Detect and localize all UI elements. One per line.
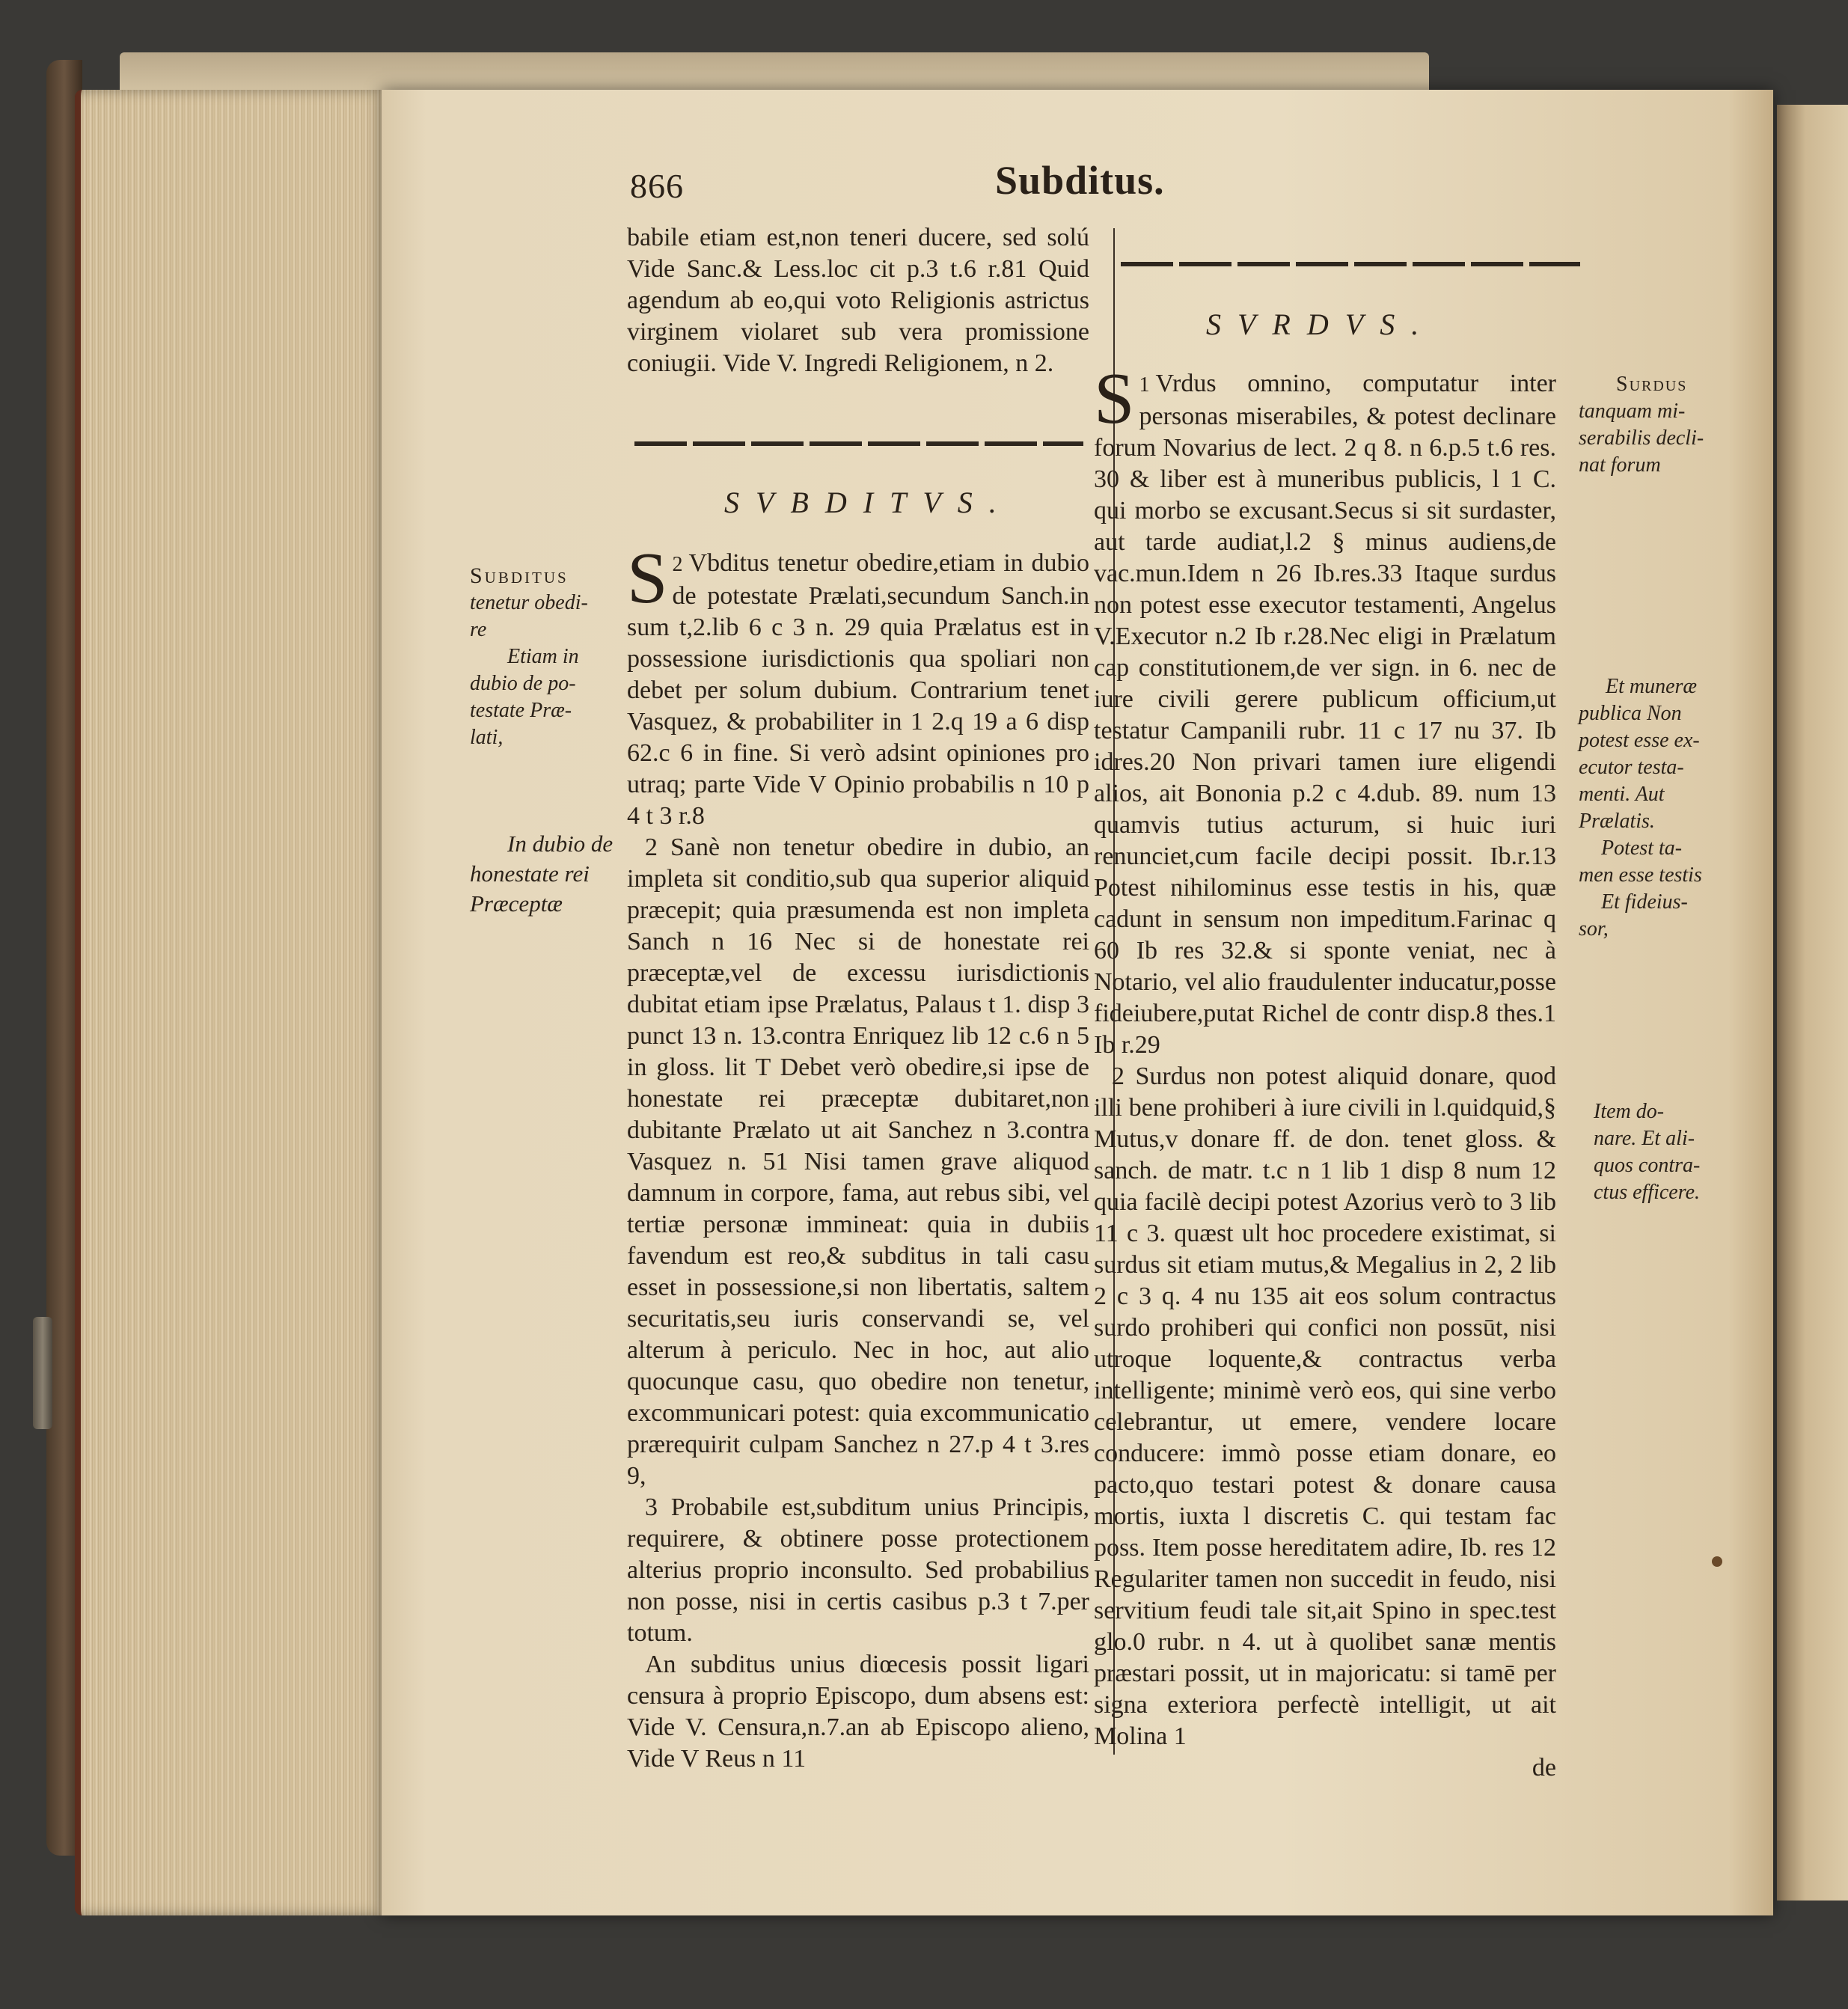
subditus-para-2: 2 Sanè non tenetur obedire in dubio, an impleta sit conditio,sub qua superior aliquid præcepit; quia præsumenda est non impleta Sanch n 16 Nec si de honestate rei præceptæ,vel de excessu iurisdictionis dubitat etiam ipse Prælatus, Palaus t 1. disp 3 punct 13 n. 13.contra Enriquez lib 12 c.6 n 5 in gloss. lit T Debet verò obedire,si ipse de honestate rei præceptæ dubitaret,non dubitante Prælato ut ait Sanchez n 3.contra Vasquez n. 51 Nisi tamen grave aliquod damnum in corpore, fama, aut rebus sibi, vel tertiæ personæ immineat: quia in dubiis favendum est reo,& subditus in tali casu esset in possessione,si non libertatis, saltem securitatis,seu iuris conservandi se, vel alterum à periculo. Nec in hoc, aut alio quocunque casu, quo obedire non tenetur, excommunicari potest: quia excommunicatio prærequirit culpam Sanchez n 27.p 4 t 3.res 9,	[627, 834, 1089, 1490]
margin-note-line: In dubio de	[507, 831, 614, 857]
facing-page-edge	[1777, 105, 1848, 1901]
margin-note-line: lati,	[470, 726, 504, 749]
drop-cap: S	[1094, 358, 1135, 439]
para-text: Vrdus omnino, computatur inter personas miserabiles, & potest declinare forum Novarius de lect. 2 q 8. n 6.p.5 t.6 res. 30 & liber est à muneribus publicis, l 1 C. qui morbo se excusant.Secus si sit surdaster, aut tarde audiat,l.2 § minus audiens,de vac.mun.Idem n 26 Ib.res.33 Itaque surdus non potest esse executor testamenti, Angelus V.Executor n.2 Ib r.28.Nec eligi in Prælatum cap constitutionem,de ver sign. in 6. nec de iure civili gerere publicum officium,ut testatur Campanili rubr. 11 c 17 nu 37. Ib idres.20 Non privari tamen iure eligendi alios, ait Bononia p.2 c 4.dub. 89. num 13 quamvis tutius acturum, si huic iuri renunciet,cum facile decipi possit. Ib.r.13 Potest nihilominus esse testis in his, quæ cadunt in sensum non impeditum.Farinac q 60 Ib res 32.& si sponte veniat, nec à Notario, vel alio fraudulenter inducatur,posse fideiubere,putat Richel de contr disp.8 thes.1 Ib r.29	[1094, 370, 1556, 1059]
margin-note-line: testate Præ-	[470, 699, 572, 722]
margin-note-donare	[1594, 1098, 1743, 1206]
ink-stain	[1712, 1556, 1722, 1567]
subditus-para-1	[627, 538, 1089, 832]
margin-note-line: nare. Et ali-	[1594, 1127, 1695, 1150]
margin-note-heading: Surdus	[1616, 373, 1688, 396]
margin-note-line: Et muneræ	[1606, 675, 1698, 698]
margin-note-line: Et fideius-	[1601, 890, 1688, 914]
margin-note-line: serabilis decli-	[1579, 426, 1704, 450]
margin-note-line: Præceptæ	[470, 890, 563, 917]
book-clasp	[33, 1317, 52, 1429]
margin-note-subditus	[470, 563, 627, 751]
left-column-continuation	[627, 222, 1089, 379]
margin-note-line: ecutor testa-	[1579, 756, 1684, 779]
right-column-body	[1094, 358, 1556, 1784]
margin-note-line: Prælatis.	[1579, 810, 1655, 833]
margin-note-heading: Subditus	[470, 563, 569, 588]
subditus-para-3: 3 Probabile est,subditum unius Principis, requirere, & obtinere posse protectionem alterius proprio inconsulto. Sed probabilius non posse, nisi in certis casibus p.3 t 7.per totum.	[627, 1493, 1089, 1647]
margin-note-line: publica Non	[1579, 702, 1682, 725]
para-number: 1	[1139, 373, 1150, 397]
margin-note-line: Item do-	[1594, 1100, 1665, 1123]
surdus-para-2: 2 Surdus non potest aliquid donare, quod illi bene prohiberi à iure civili in l.quidquid,§ Mutus,v donare ff. de don. tenet gloss. & sanch. de matr. t.c n 1 lib 1 disp 8 num 12 quia facilè decipi potest Azorius verò to 3 lib 11 c 3. quæst ult hoc procedere existimat, si surdus sit etiam mutus,& Megalius in 2, 2 lib 2 c 3 q. 4 nu 135 ait eos solum contractus surdo prohiberi qui confici non possūt, nisi utroque loquente,& contractus verba intelligente; minimè verò eos, qui sine verbo celebrantur, ut emere, vendere locare conducere: immò posse etiam donare, eo pacto,quo testari potest & donare causa mortis, iuxta l discretis C. qui testam fac poss. Item posse hereditatem adire, Ib. res 12 Regulariter tamen non succedit in feudo, nisi servitium feudi tale sit,ait Spino in spec.test glo.0 rubr. n 4. ut à quolibet sanæ mentis præstari possit, ut in majoricatu: si tamē per signa exteriora perfectè intelligit, ut ait Molina 1	[1094, 1062, 1556, 1750]
section-rule-right	[1121, 262, 1580, 266]
para-text: Vbditus tenetur obedire,etiam in dubio de potestate Prælati,secundum Sanch.in sum t,2.lib 6 c 3 n. 29 quia Prælatus est in possessione iurisdictionis qua spoliari non debet per solum dubium. Contrarium tenet Vasquez, & probabiliter in 1 2.q 19 a 6 disp 62.c 6 in fine. Si verò adsint opiniones pro utraq; parte Vide V Opinio probabilis n 10 p 4 t 3 r.8	[627, 549, 1089, 830]
continuation-text: babile etiam est,non teneri ducere, sed solú Vide Sanc.& Less.loc cit p.3 t.6 r.81 Quid agendum ab eo,qui voto Religionis astrictus virginem violaret sub vera promissione coniugii. Vide V. Ingredi Religionem, n 2.	[627, 224, 1089, 377]
running-head: Subditus.	[995, 158, 1165, 203]
subditus-para-4: An subditus unius diœcesis possit ligari censura à proprio Episcopo, dum absens est: Vide V. Censura,n.7.an ab Episcopo alieno, Vide V Reus n 11	[627, 1651, 1089, 1773]
margin-note-line: Potest ta-	[1601, 837, 1683, 860]
catchword: de	[1532, 1754, 1556, 1782]
drop-cap: S	[627, 538, 668, 619]
margin-note-line: tanquam mi-	[1579, 400, 1686, 423]
margin-note-line: re	[470, 618, 487, 641]
book-page-edges	[75, 90, 410, 1915]
margin-note-line: dubio de po-	[470, 672, 576, 695]
margin-note-line: nat forum	[1579, 453, 1661, 477]
para-number: 2	[672, 553, 683, 576]
section-rule-left	[634, 441, 1083, 446]
margin-note-honestate	[470, 829, 627, 919]
margin-note-munera	[1579, 673, 1736, 943]
margin-note-surdus	[1579, 371, 1721, 479]
margin-note-line: tenetur obedi-	[470, 591, 588, 614]
margin-note-line: quos contra-	[1594, 1154, 1701, 1177]
surdus-para-1	[1094, 358, 1556, 1061]
margin-note-line: Etiam in	[507, 645, 579, 668]
section-title-subditus: SVBDITVS.	[724, 486, 1013, 519]
section-title-surdus: SVRDVS.	[1206, 308, 1436, 341]
margin-note-line: sor,	[1579, 917, 1609, 941]
margin-note-line: menti. Aut	[1579, 783, 1665, 806]
margin-note-line: men esse testis	[1579, 863, 1702, 887]
margin-note-line: potest esse ex-	[1579, 729, 1700, 752]
left-column-body	[627, 538, 1089, 1775]
margin-note-line: honestate rei	[470, 860, 590, 887]
margin-note-line: ctus efficere.	[1594, 1181, 1701, 1204]
page-number: 866	[630, 167, 684, 205]
